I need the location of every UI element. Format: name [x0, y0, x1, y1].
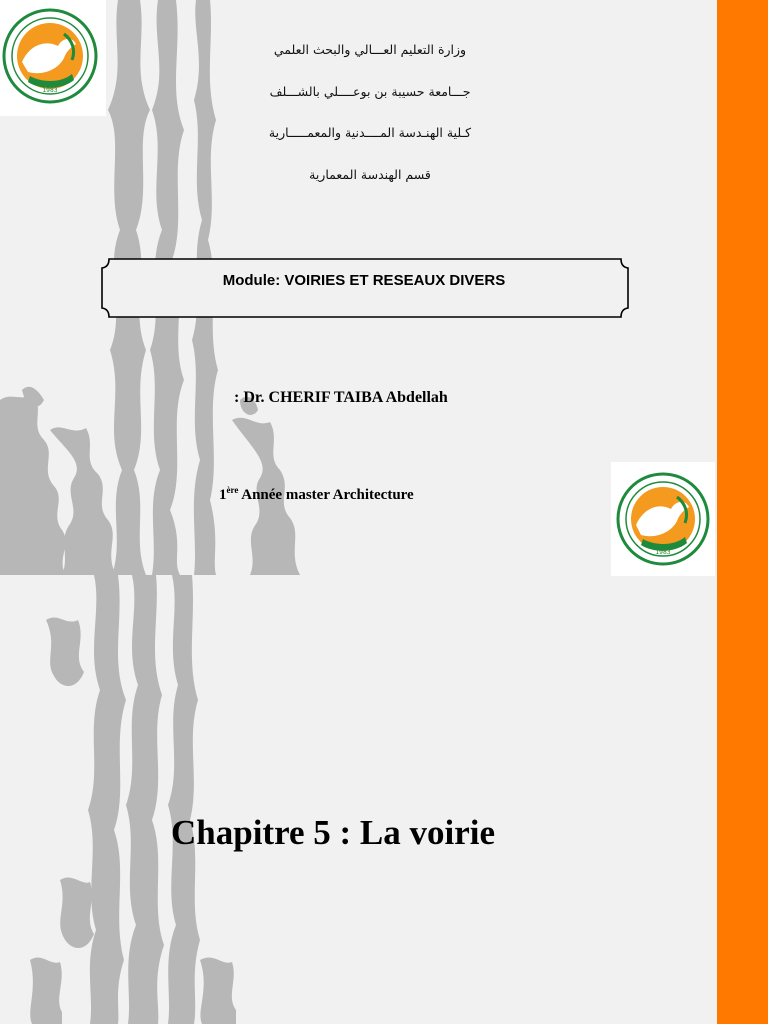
university-logo-right	[611, 462, 715, 576]
decorative-texture	[0, 0, 330, 1024]
faculty-name: كـلية الهنـدسة المــــدنية والمعمـــــارية	[268, 125, 472, 140]
module-title: Module: VOIRIES ET RESEAUX DIVERS	[222, 272, 506, 289]
department-name: قسم الهندسة المعمارية	[309, 167, 431, 182]
university-seal-icon	[611, 462, 715, 576]
university-seal-icon	[0, 0, 106, 116]
level-number: 1	[219, 487, 227, 503]
svg-text:1983: 1983	[42, 87, 58, 94]
university-logo-top-left	[0, 0, 106, 116]
ministry-name: وزارة التعليم العـــالي والبحث العلمي	[273, 42, 467, 57]
chapter-title: Chapitre 5 : La voirie	[171, 813, 496, 852]
svg-text:1983: 1983	[655, 549, 671, 556]
author-name: : Dr. CHERIF TAIBA Abdellah	[234, 389, 448, 406]
orange-side-bar	[717, 0, 768, 1024]
module-title-box	[101, 258, 629, 318]
level-label: Année master Architecture	[238, 487, 414, 503]
study-level	[219, 485, 414, 504]
university-name: جـــامعة حسيبة بن بوعــــلي بالشـــلف	[269, 84, 471, 99]
level-suffix: ère	[226, 485, 239, 495]
